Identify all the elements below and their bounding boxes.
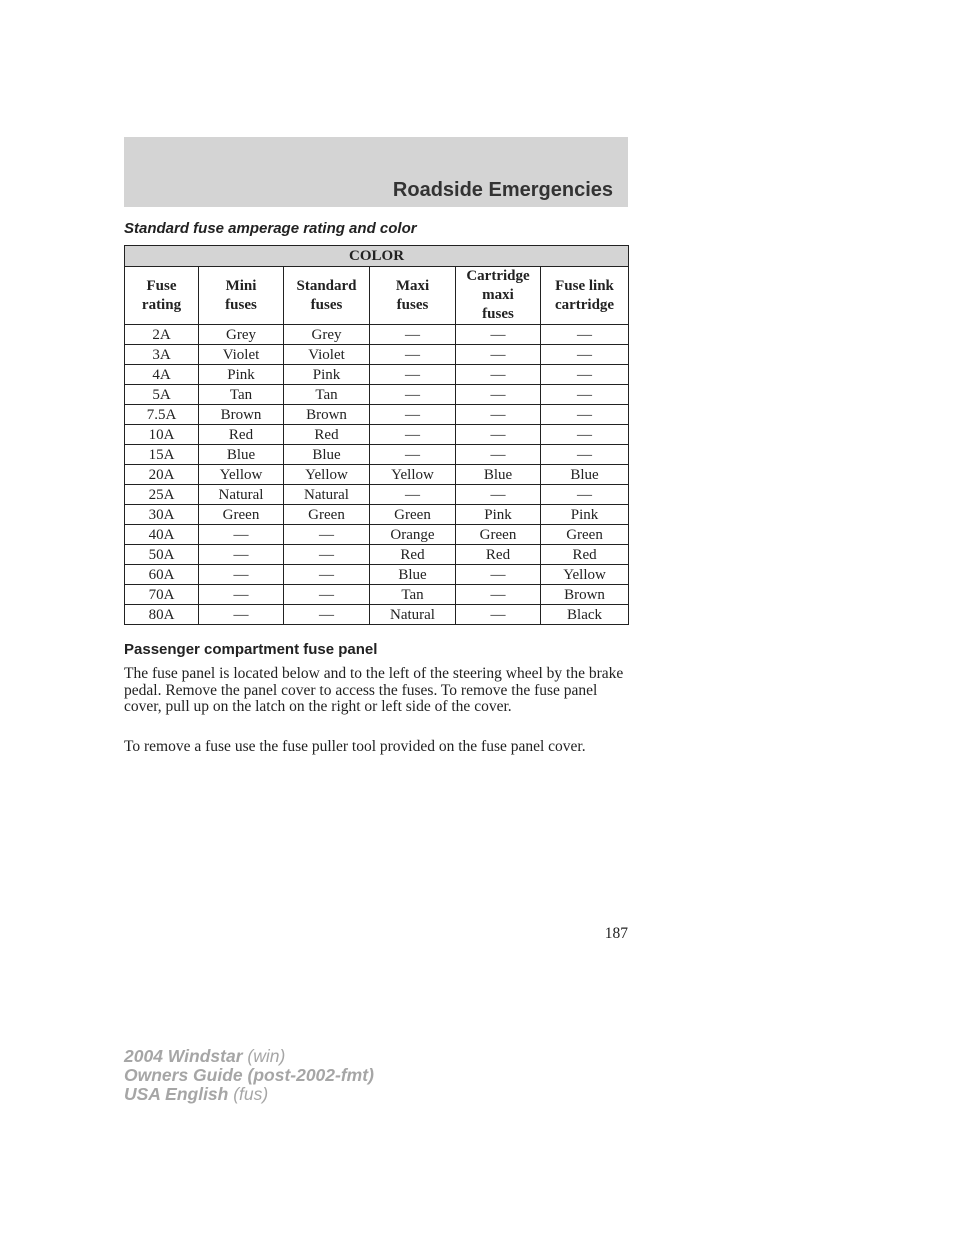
table-cell: Grey [284, 325, 370, 345]
section-heading: Passenger compartment fuse panel [124, 641, 378, 658]
header-band [124, 137, 628, 207]
table-cell: 60A [125, 565, 199, 585]
table-cell: Blue [456, 465, 541, 485]
table-row [125, 405, 629, 425]
table-cell: — [370, 325, 456, 345]
table-cell: Tan [370, 585, 456, 605]
table-cell: Brown [284, 405, 370, 425]
table-cell: — [456, 425, 541, 445]
column-header [284, 267, 370, 325]
table-cell: 40A [125, 525, 199, 545]
footer [124, 1047, 374, 1104]
table-cell: Violet [199, 345, 284, 365]
table-cell: — [370, 345, 456, 365]
table-cell: — [456, 565, 541, 585]
table-cell: 30A [125, 505, 199, 525]
table-cell: Pink [541, 505, 629, 525]
table-cell: — [456, 605, 541, 625]
color-group-header: COLOR [125, 246, 629, 267]
table-cell: — [456, 385, 541, 405]
table-cell: — [456, 365, 541, 385]
table-cell: — [370, 445, 456, 465]
table-cell: 20A [125, 465, 199, 485]
column-header-line: Cartridge [466, 268, 530, 284]
table-cell: Green [284, 505, 370, 525]
footer-line-2 [124, 1066, 374, 1085]
column-header [370, 267, 456, 325]
column-header-line: fuses [482, 306, 514, 322]
table-cell: — [456, 485, 541, 505]
page-title: Roadside Emergencies [392, 179, 613, 201]
table-cell: Natural [199, 485, 284, 505]
column-header [456, 267, 541, 325]
column-header [199, 267, 284, 325]
table-cell: Violet [284, 345, 370, 365]
table-cell: 3A [125, 345, 199, 365]
table-cell: Natural [284, 485, 370, 505]
table-row [125, 445, 629, 465]
table-cell: 5A [125, 385, 199, 405]
table-cell: — [541, 485, 629, 505]
table-cell: Natural [370, 605, 456, 625]
table-cell: Tan [199, 385, 284, 405]
table-cell: Blue [199, 445, 284, 465]
table-row [125, 605, 629, 625]
table-row [125, 465, 629, 485]
table-row [125, 545, 629, 565]
table-cell: — [284, 525, 370, 545]
footer-language: USA English [124, 1084, 229, 1104]
table-cell: 80A [125, 605, 199, 625]
table-cell: Black [541, 605, 629, 625]
footer-model-code: (win) [247, 1046, 286, 1066]
column-header-line: rating [141, 296, 182, 313]
table-cell: Red [370, 545, 456, 565]
table-cell: — [456, 345, 541, 365]
table-row [125, 505, 629, 525]
table-cell: 15A [125, 445, 199, 465]
table-cell: 25A [125, 485, 199, 505]
table-cell: — [199, 525, 284, 545]
table-cell: — [456, 445, 541, 465]
table-row [125, 585, 629, 605]
table-cell: Green [456, 525, 541, 545]
table-cell: — [284, 605, 370, 625]
table-cell: — [541, 365, 629, 385]
table-row [125, 345, 629, 365]
table-cell: — [370, 385, 456, 405]
table-cell: Pink [199, 365, 284, 385]
table-body [125, 325, 629, 625]
column-header-line: Mini [225, 277, 257, 294]
table-cell: — [456, 325, 541, 345]
fuse-table [124, 245, 629, 625]
table-cell: Yellow [284, 465, 370, 485]
table-cell: Yellow [199, 465, 284, 485]
table-cell: — [284, 585, 370, 605]
table-cell: — [541, 325, 629, 345]
table-cell: — [541, 445, 629, 465]
table-cell: Yellow [370, 465, 456, 485]
table-cell: 10A [125, 425, 199, 445]
table-cell: Blue [541, 465, 629, 485]
table-row [125, 525, 629, 545]
table-cell: 7.5A [125, 405, 199, 425]
table-cell: Green [370, 505, 456, 525]
column-header-line: fuses [225, 296, 257, 313]
table-cell: 4A [125, 365, 199, 385]
table-cell: — [456, 405, 541, 425]
footer-model: 2004 Windstar [124, 1046, 243, 1066]
paragraph-fuse-removal: To remove a fuse use the fuse puller tool provided on the fuse panel cover. [124, 738, 586, 755]
table-cell: — [199, 585, 284, 605]
table-cell: — [370, 405, 456, 425]
table-cell: Blue [370, 565, 456, 585]
table-cell: Red [284, 425, 370, 445]
table-cell: — [284, 545, 370, 565]
table-row [125, 325, 629, 345]
table-cell: — [541, 405, 629, 425]
column-header [541, 267, 629, 325]
table-cell: — [199, 605, 284, 625]
column-header-row [125, 267, 629, 325]
table-cell: Blue [284, 445, 370, 465]
table-cell: — [199, 545, 284, 565]
table-cell: Red [541, 545, 629, 565]
column-header-line: fuses [396, 296, 429, 313]
footer-language-code: (fus) [233, 1084, 269, 1104]
table-cell: Red [199, 425, 284, 445]
table-cell: — [370, 425, 456, 445]
table-cell: Brown [541, 585, 629, 605]
table-row [125, 385, 629, 405]
table-cell: — [541, 345, 629, 365]
footer-line-3 [124, 1085, 374, 1104]
table-row [125, 485, 629, 505]
column-header-line: maxi [482, 287, 514, 303]
table-cell: 70A [125, 585, 199, 605]
table-cell: Pink [284, 365, 370, 385]
table-cell: — [284, 565, 370, 585]
table-cell: Grey [199, 325, 284, 345]
table-caption: Standard fuse amperage rating and color [124, 220, 417, 237]
table-cell: Pink [456, 505, 541, 525]
paragraph-fuse-panel-location: The fuse panel is located below and to the left of the steering wheel by the brake pedal. Remove the panel cover to access the fuses. To remove the fuse panel cover, pull up on the latch on the right or left side of the cover. [124, 665, 624, 715]
table-cell: — [199, 565, 284, 585]
table-cell: Tan [284, 385, 370, 405]
column-header-line: Fuse link [555, 277, 614, 294]
column-header-line: Standard [296, 277, 357, 294]
table-row [125, 425, 629, 445]
table-cell: Brown [199, 405, 284, 425]
table-row [125, 565, 629, 585]
table-cell: Green [541, 525, 629, 545]
column-header-line: Maxi [395, 277, 430, 294]
table-cell: — [541, 385, 629, 405]
column-header [125, 267, 199, 325]
table-cell: — [456, 585, 541, 605]
table-cell: Green [199, 505, 284, 525]
table-cell: Red [456, 545, 541, 565]
table-row [125, 365, 629, 385]
table-cell: — [541, 425, 629, 445]
table-cell: 50A [125, 545, 199, 565]
table-cell: Yellow [541, 565, 629, 585]
table-cell: 2A [125, 325, 199, 345]
table-cell: Orange [370, 525, 456, 545]
column-header-line: fuses [310, 296, 343, 313]
table-cell: — [370, 365, 456, 385]
footer-guide: Owners Guide (post-2002-fmt) [124, 1065, 374, 1085]
column-header-line: cartridge [554, 296, 615, 313]
table-cell: — [370, 485, 456, 505]
column-header-line: Fuse [146, 277, 177, 294]
page-number: 187 [604, 925, 628, 942]
footer-line-1 [124, 1047, 374, 1066]
